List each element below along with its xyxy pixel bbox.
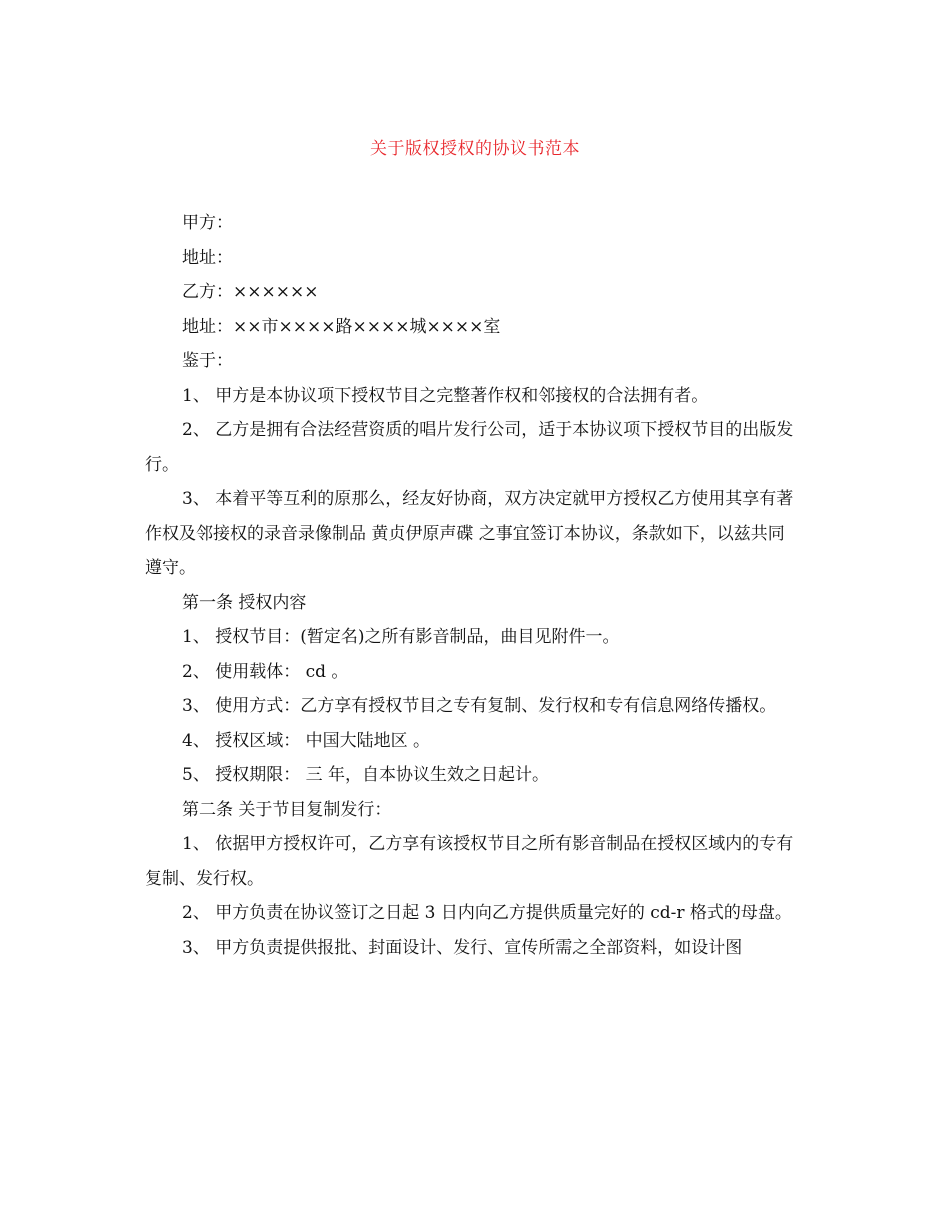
paragraph: 3、 甲方负责提供报批、封面设计、发行、宣传所需之全部资料，如设计图 (182, 937, 743, 958)
paragraph: 1、 授权节目：(暂定名)之所有影音制品，曲目见附件一。 (182, 627, 620, 647)
paragraph: 2、 甲方负责在协议签订之日起 3 日内向乙方提供质量完好的 cd-r 格式的母盘。 (182, 903, 792, 923)
document-body (145, 206, 800, 965)
paragraph: 鉴于： (182, 351, 233, 371)
paragraph: 地址： (182, 247, 233, 268)
paragraph: 乙方：×××××× (182, 282, 319, 302)
paragraph: 5、 授权期限： 三 年，自本协议生效之日起计。 (182, 765, 550, 785)
paragraph: 4、 授权区域： 中国大陆地区 。 (182, 730, 431, 751)
paragraph: 2、 使用载体： cd 。 (182, 661, 349, 682)
paragraph: 3、 使用方式：乙方享有授权节目之专有复制、发行权和专有信息网络传播权。 (182, 696, 777, 716)
document-title: 关于版权授权的协议书范本 (370, 139, 580, 159)
paragraph: 甲方： (182, 213, 233, 233)
paragraph: 1、 依据甲方授权许可，乙方享有该授权节目之所有影音制品在授权区域内的专有复制、发行权。 (145, 834, 794, 889)
section-heading: 第一条 授权内容 (182, 592, 307, 613)
paragraph: 1、 甲方是本协议项下授权节目之完整著作权和邻接权的合法拥有者。 (182, 385, 709, 406)
paragraph: 3、 本着平等互利的原那么，经友好协商，双方决定就甲方授权乙方使用其享有著作权及邻接权的录音录像制品 黄贞伊原声碟 之事宜签订本协议，条款如下，以兹共同遵守。 (145, 489, 794, 578)
section-heading: 第二条 关于节目复制发行： (182, 799, 392, 820)
paragraph: 地址：××市××××路××××城××××室 (182, 316, 501, 337)
paragraph: 2、 乙方是拥有合法经营资质的唱片发行公司，适于本协议项下授权节目的出版发行。 (145, 420, 794, 475)
